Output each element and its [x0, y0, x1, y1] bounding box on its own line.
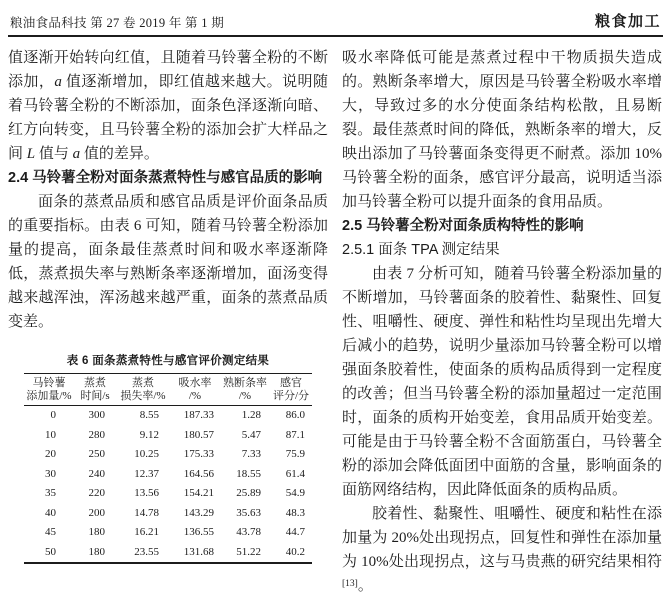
- column-header: [24, 374, 74, 406]
- table-cell: 7.33: [241, 448, 261, 460]
- column-header-line: /%: [188, 390, 202, 402]
- table-row: [24, 426, 312, 446]
- table-cell: 5.47: [241, 428, 261, 441]
- column-header-line: /%: [238, 390, 252, 402]
- table-cell: 220: [88, 487, 105, 499]
- table-cell: 10: [45, 428, 56, 441]
- table-cell: 240: [88, 467, 105, 480]
- column-header-line: 蒸煮: [84, 377, 106, 389]
- table-row: [24, 445, 312, 465]
- table-cell: 180: [88, 545, 105, 558]
- text-run: 值逐渐增加，即红值越来越大。说明随着马铃薯全粉的不断添加，面条色泽逐渐向暗、红方向转变，且马铃薯全粉的添加会扩大样品之间: [8, 74, 328, 162]
- column-header-line: 熟断条率: [223, 377, 267, 389]
- table-cell: 200: [88, 506, 105, 519]
- table-cell: 8.55: [139, 409, 159, 421]
- table-cell: 25.89: [236, 487, 261, 499]
- table-cell: 54.9: [285, 487, 305, 499]
- column-header: [116, 374, 170, 406]
- table-cell: 0: [50, 409, 56, 421]
- table-header-row: [24, 374, 312, 406]
- two-column-body: [8, 46, 663, 598]
- paragraph-color-analysis: [8, 46, 328, 166]
- paragraph-inflection-points: [342, 502, 662, 598]
- section-heading-2-4: 2.4 马铃薯全粉对面条蒸煮特性与感官品质的影响: [8, 170, 323, 186]
- table-cell: 44.7: [285, 526, 305, 538]
- table-cell: 131.68: [183, 545, 214, 558]
- table-row: [24, 523, 312, 543]
- table-cell: 61.4: [285, 467, 305, 480]
- page-header: [8, 8, 663, 37]
- table-cell: 136.55: [183, 526, 214, 538]
- table-cell: 250: [88, 448, 105, 460]
- table-cell: 175.33: [183, 448, 214, 460]
- table-cell: 86.0: [285, 409, 305, 421]
- subsection-heading-2-5-1: 2.5.1 面条 TPA 测定结果: [342, 242, 500, 258]
- table-cell: 48.3: [285, 506, 305, 519]
- table-cell: 10.25: [134, 448, 159, 460]
- table-cell: 9.12: [139, 428, 159, 441]
- math-variable: L: [26, 146, 36, 162]
- table6: [24, 373, 312, 564]
- table-cell: 1.28: [241, 409, 261, 421]
- column-header-line: 评分/分: [272, 390, 310, 402]
- text-run: 值与: [35, 146, 73, 162]
- table-cell: 154.21: [183, 487, 214, 499]
- table-cell: 12.37: [134, 467, 159, 480]
- table-cell: 14.78: [134, 506, 159, 519]
- left-column: [8, 46, 328, 598]
- table-cell: 75.9: [285, 448, 305, 460]
- column-header: [170, 374, 220, 406]
- table-row: [24, 465, 312, 485]
- table-cell: 43.78: [236, 526, 261, 538]
- column-header-line: 添加量/%: [26, 390, 72, 402]
- table6-caption: 表 6 面条蒸煮特性与感官评价测定结果: [66, 355, 270, 367]
- column-header-line: 损失率/%: [120, 390, 166, 402]
- text-run: 胶着性、黏聚性、咀嚼性、硬度和粘性在添加量为 20%处出现拐点，回复性和弹性在添加量为 10%处出现拐点，这与马贵燕的研究结果相符: [342, 506, 662, 570]
- table-cell: 187.33: [183, 409, 214, 421]
- math-variable: a: [72, 146, 81, 162]
- column-header-line: 蒸煮: [132, 377, 154, 389]
- paragraph-cooking-quality: 面条的蒸煮品质和感官品质是评价面条品质的重要指标。由表 6 可知，随着马铃薯全粉添加量的提高，面条最佳蒸煮时间和吸水率逐渐降低，蒸煮损失率与熟断条率逐渐增加，面汤变得越来越浑浊，浑汤越来越严重，面条的蒸煮品质变差。: [8, 194, 328, 330]
- table-cell: 280: [88, 428, 105, 441]
- table-cell: 40: [45, 506, 56, 519]
- column-header-line: 马铃薯: [32, 377, 66, 389]
- citation-ref: [13]: [342, 578, 358, 589]
- table-cell: 16.21: [134, 526, 159, 538]
- table-row: [24, 484, 312, 504]
- table-cell: 35: [45, 487, 56, 499]
- column-header-line: 时间/s: [80, 390, 110, 402]
- text-run: 值逐渐开始转向红值，且随着马铃薯全粉的不断添加，: [8, 50, 328, 90]
- table-cell: 180: [88, 526, 105, 538]
- text-run: 值的差异。: [80, 146, 159, 162]
- table-cell: 50: [45, 545, 56, 558]
- math-variable: a: [54, 74, 62, 90]
- table-cell: 13.56: [134, 487, 159, 499]
- table-cell: 45: [45, 526, 56, 538]
- table-cell: 87.1: [285, 428, 305, 441]
- table-cell: 35.63: [236, 506, 261, 519]
- table-cell: 51.22: [236, 545, 261, 558]
- table-cell: 23.55: [134, 545, 159, 558]
- table-row: [24, 504, 312, 524]
- table-cell: 30: [45, 467, 56, 480]
- column-header: [74, 374, 116, 406]
- table-cell: 18.55: [236, 467, 261, 480]
- journal-info: 粮油食品科技 第 27 卷 2019 年 第 1 期: [10, 16, 225, 30]
- table-cell: 164.56: [183, 467, 214, 480]
- paragraph-tpa-results: 由表 7 分析可知，随着马铃薯全粉添加量的不断增加，马铃薯面条的胶着性、黏聚性、回复性、咀嚼性、硬度、弹性和粘性均呈现出先增大后减小的趋势，说明少量添加马铃薯全粉可以增强面条胶着性，使面条的质构品质得到一定程度的改善；但当马铃薯全粉的添加量超过一定范围时，面条的质构开始变差，食用品质开始变差。可能是由于马铃薯全粉不含面筋蛋白，马铃薯全粉的添加会降低面团中面筋的含量，影响面条的面筋网络结构，因此降低面条的质构品质。: [342, 266, 662, 498]
- table6-body: [24, 406, 312, 564]
- paragraph-water-absorption: 吸水率降低可能是蒸煮过程中干物质损失造成的。熟断条率增大，原因是马铃薯全粉吸水率增大，导致过多的水分使面条结构松散，且易断裂。最佳蒸煮时间的降低，熟断条率的增大，反映出添加了马铃薯面条变得更不耐煮。添加 10%马铃薯全粉的面条，感官评分最高，说明适当添加马铃薯全粉可以提升面条的食用品质。: [342, 50, 662, 210]
- table-cell: 40.2: [285, 545, 305, 558]
- right-column: [342, 46, 662, 598]
- section-heading-2-5: 2.5 马铃薯全粉对面条质构特性的影响: [342, 218, 584, 234]
- column-header: [270, 374, 312, 406]
- table-row: [24, 406, 312, 426]
- table-row: [24, 543, 312, 564]
- table6-head: [24, 374, 312, 406]
- table-cell: 300: [88, 409, 105, 421]
- table-cell: 143.29: [183, 506, 214, 519]
- table-cell: 180.57: [183, 428, 214, 441]
- text-run: 。: [357, 578, 373, 594]
- column-header-line: 吸水率: [178, 377, 212, 389]
- column-section-title: 粮食加工: [594, 13, 661, 30]
- column-header-line: 感官: [280, 377, 302, 389]
- table-cell: 20: [45, 448, 56, 460]
- column-header: [220, 374, 270, 406]
